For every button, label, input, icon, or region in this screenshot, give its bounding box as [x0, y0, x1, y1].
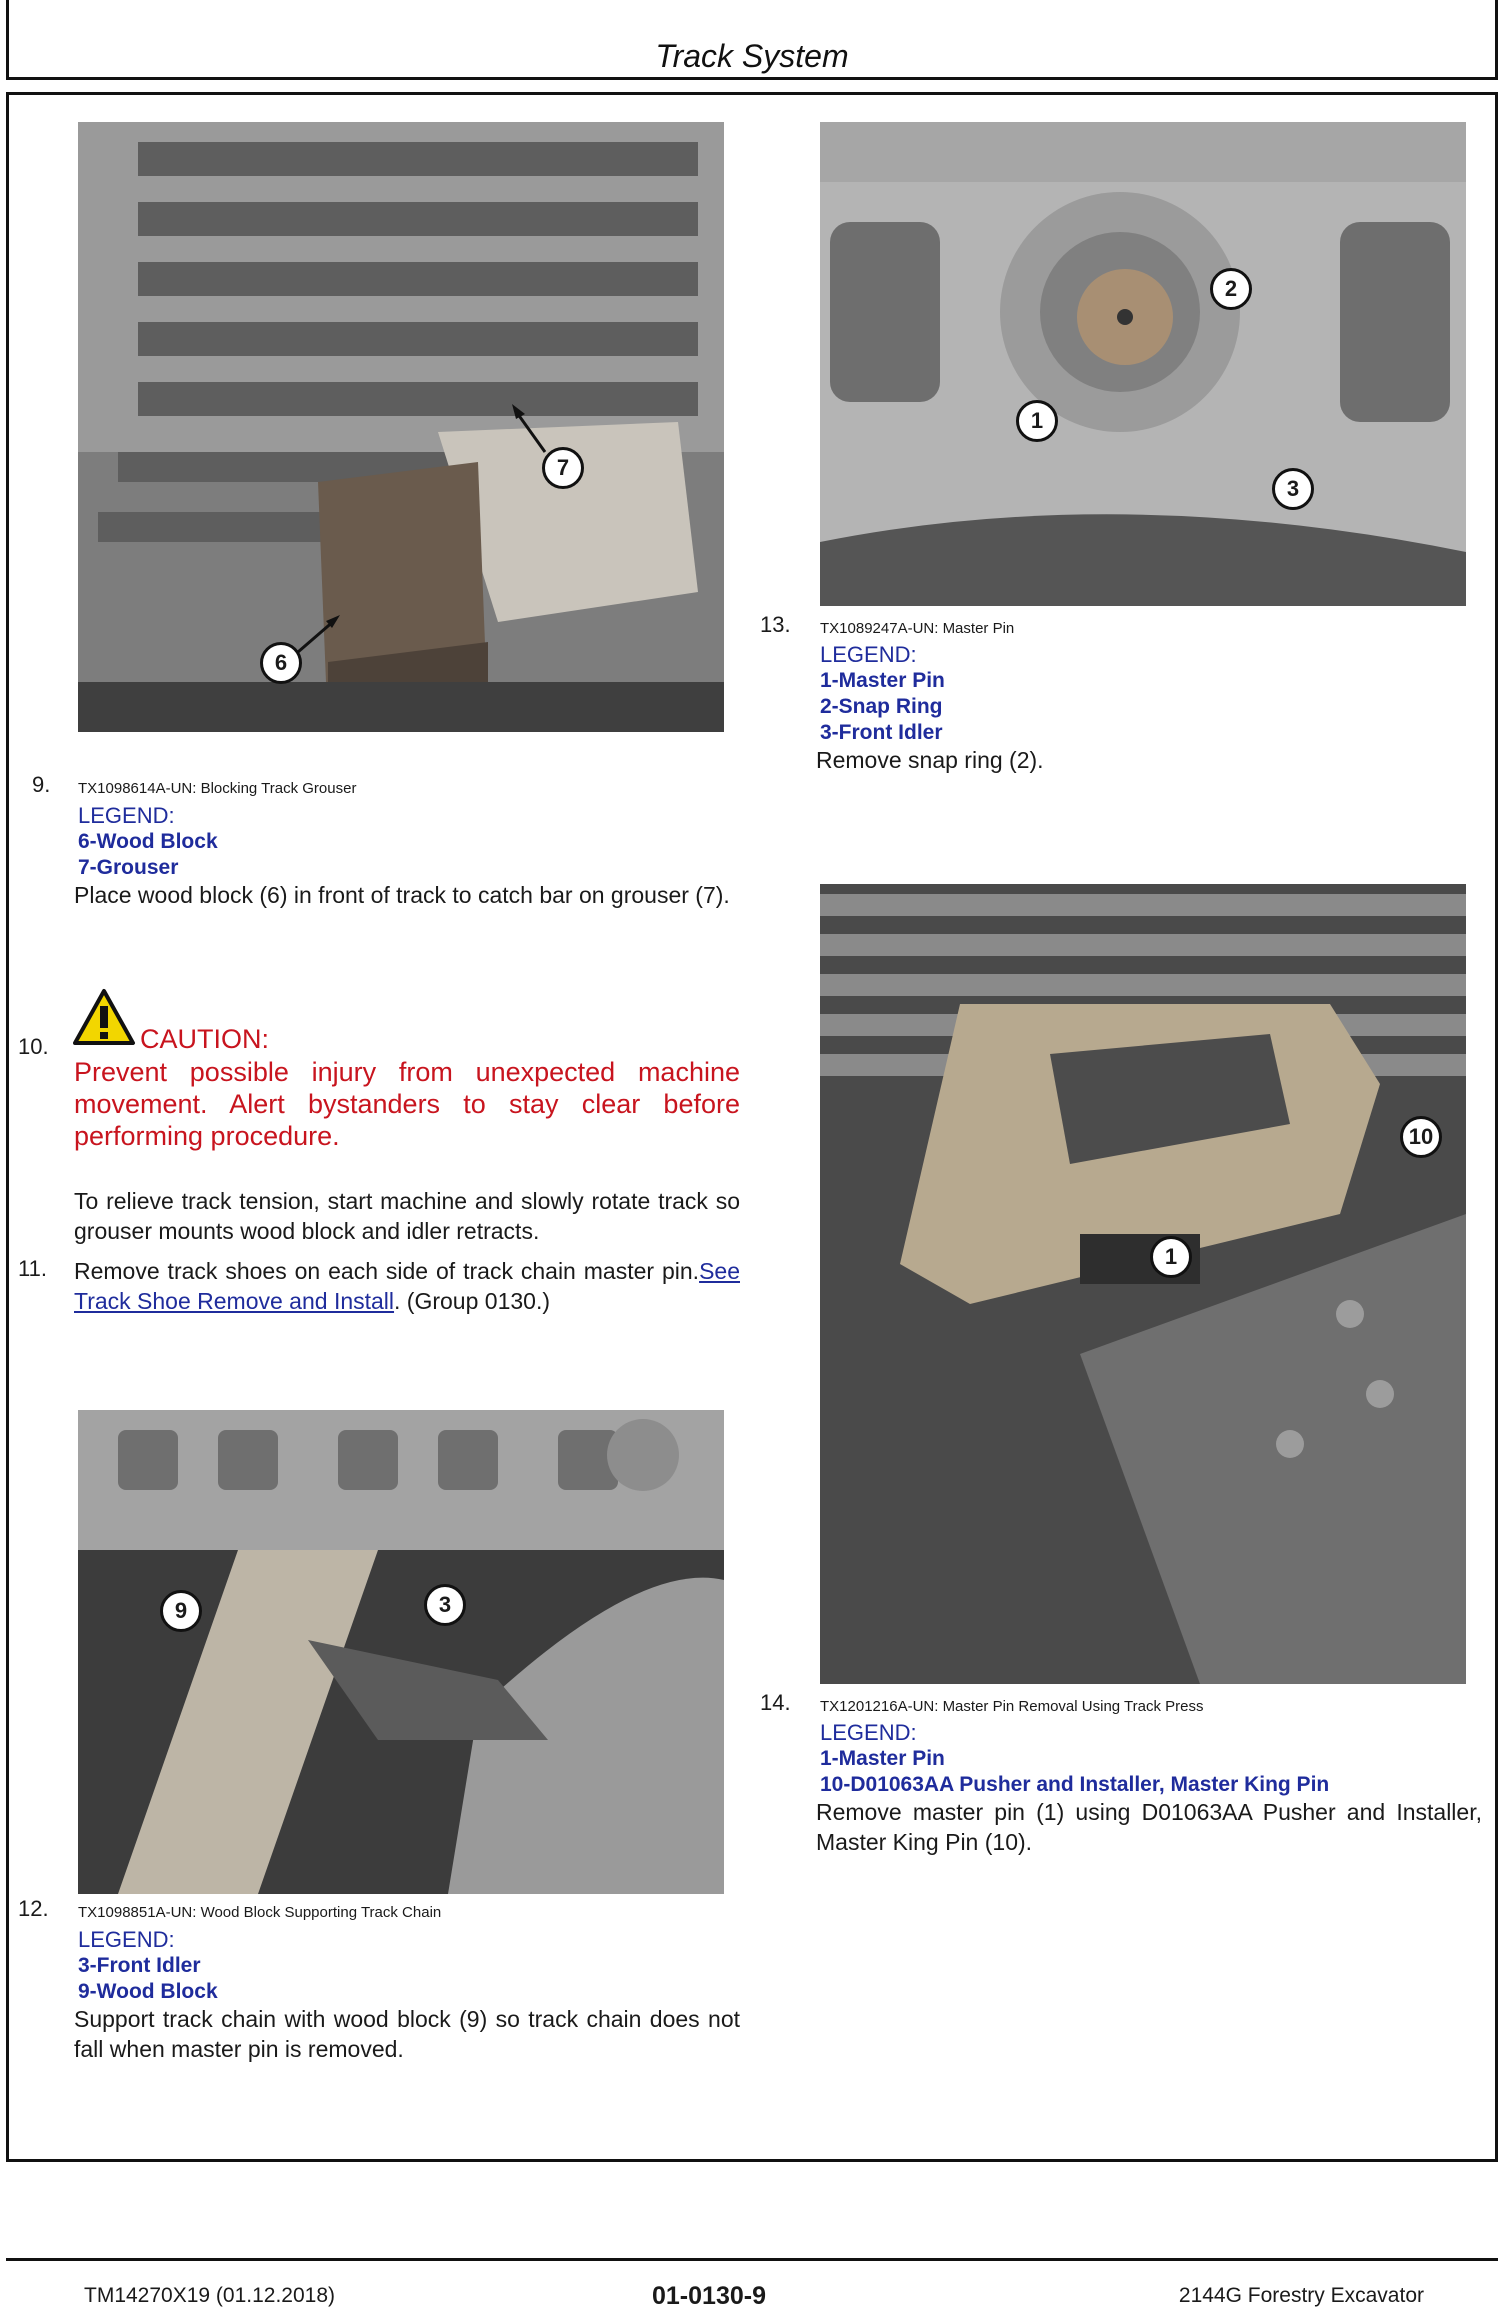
callout-7: 7	[542, 447, 584, 489]
figure-master-pin	[820, 122, 1466, 606]
step-14-caption: TX1201216A-UN: Master Pin Removal Using Track Press	[820, 1698, 1204, 1715]
step-10-text: To relieve track tension, start machine and slowly rotate track so grouser mounts wood block and idler retracts.	[74, 1188, 740, 1244]
step-13-legend-item: 3-Front Idler	[820, 721, 943, 744]
step-9-caption: TX1098614A-UN: Blocking Track Grouser	[78, 780, 357, 797]
callout-1: 1	[1016, 400, 1058, 442]
step-13-number: 13.	[760, 612, 791, 637]
step-11-text-before: Remove track shoes on each side of track chain master pin.	[74, 1258, 700, 1284]
step-10-number: 10.	[18, 1034, 49, 1059]
step-12-legend-item: 9-Wood Block	[78, 1980, 218, 2003]
step-13-legend-title: LEGEND:	[820, 642, 917, 667]
step-12-text: Support track chain with wood block (9) so track chain does not fall when master pin is removed.	[74, 2006, 740, 2062]
caution-text: Prevent possible injury from unexpected machine movement. Alert bystanders to stay clear before performing procedure.	[74, 1057, 740, 1151]
caution-label: CAUTION:	[140, 1024, 270, 1054]
caution-warning-icon	[72, 988, 136, 1046]
step-9-legend-item: 6-Wood Block	[78, 830, 218, 853]
callout-9: 9	[160, 1590, 202, 1632]
step-11-text-after: . (Group 0130.)	[394, 1288, 550, 1314]
callout-6: 6	[260, 642, 302, 684]
callout-2: 2	[1210, 268, 1252, 310]
step-13-legend-item: 1-Master Pin	[820, 669, 945, 692]
step-13-legend-item: 2-Snap Ring	[820, 695, 943, 718]
callout-10: 10	[1400, 1116, 1442, 1158]
step-14-legend-item: 10-D01063AA Pusher and Installer, Master King Pin	[820, 1773, 1330, 1796]
step-9-legend-title: LEGEND:	[78, 803, 175, 828]
footer-doc-id: TM14270X19 (01.12.2018)	[84, 2284, 336, 2307]
callout-3: 3	[424, 1584, 466, 1626]
footer-rule	[6, 2258, 1498, 2261]
footer-machine-name: 2144G Forestry Excavator	[1178, 2284, 1424, 2307]
section-title: Track System	[655, 38, 849, 74]
step-11-number: 11.	[18, 1256, 47, 1281]
step-14-legend-item: 1-Master Pin	[820, 1747, 945, 1770]
step-12-caption: TX1098851A-UN: Wood Block Supporting Track Chain	[78, 1904, 442, 1921]
step-12-legend-item: 3-Front Idler	[78, 1954, 201, 1977]
track-shoe-remove-install-link[interactable]: See Track Shoe Remove and Install	[74, 1258, 740, 1314]
step-14-number: 14.	[760, 1690, 791, 1715]
figure-wood-block-supporting-track-chain	[78, 1410, 724, 1894]
step-12-number: 12.	[18, 1896, 49, 1921]
step-9-legend-item: 7-Grouser	[78, 856, 179, 879]
step-12-legend-title: LEGEND:	[78, 1927, 175, 1952]
callout-3: 3	[1272, 468, 1314, 510]
step-9-number: 9.	[32, 772, 51, 797]
callout-1: 1	[1150, 1236, 1192, 1278]
step-14-legend-title: LEGEND:	[820, 1720, 917, 1745]
step-11-text	[74, 1256, 740, 1316]
step-13-text: Remove snap ring (2).	[816, 747, 1044, 773]
figure-blocking-track-grouser	[78, 122, 724, 732]
step-14-text: Remove master pin (1) using D01063AA Pusher and Installer, Master King Pin (10).	[816, 1799, 1482, 1855]
step-9-text: Place wood block (6) in front of track to catch bar on grouser (7).	[74, 882, 730, 908]
figure-master-pin-removal-track-press	[820, 884, 1466, 1684]
footer-page-number: 01-0130-9	[652, 2282, 766, 2310]
step-13-caption: TX1089247A-UN: Master Pin	[820, 620, 1015, 637]
